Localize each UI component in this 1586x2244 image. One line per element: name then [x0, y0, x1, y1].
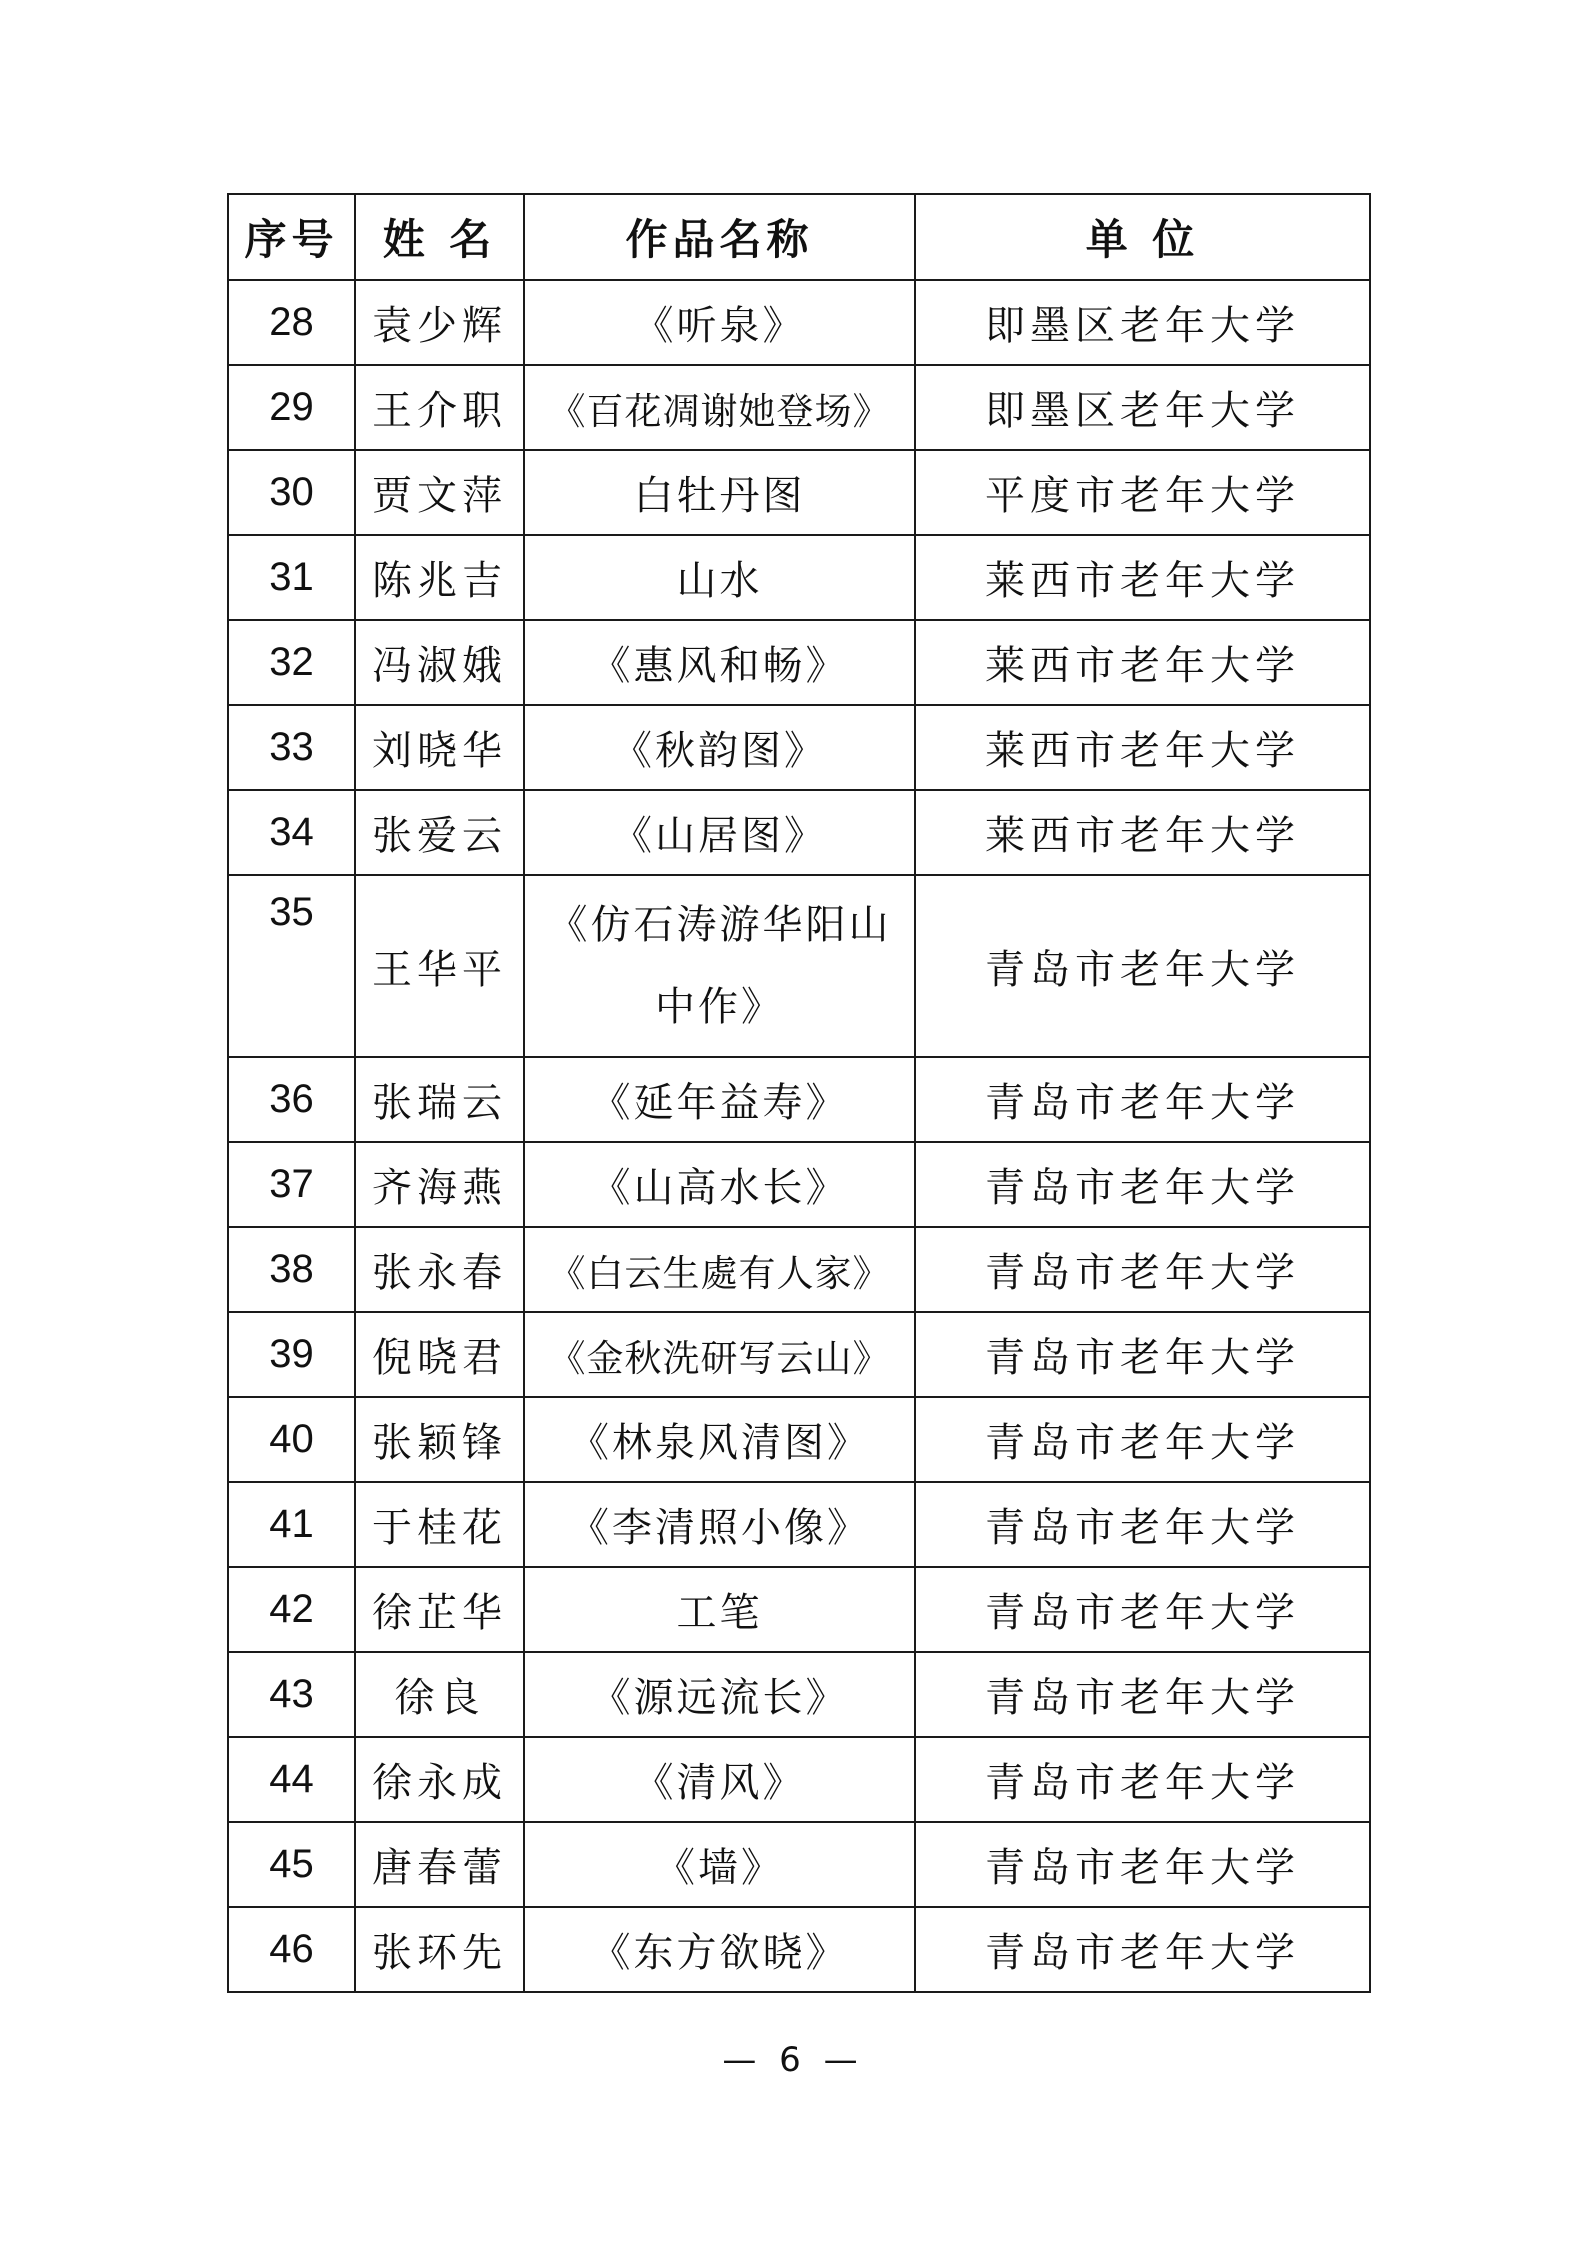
- row-work: 《听泉》: [524, 280, 915, 365]
- table-row: [228, 1567, 1370, 1652]
- table-row: [228, 1057, 1370, 1142]
- row-seq: 28: [228, 280, 355, 365]
- row-unit: 青岛市老年大学: [915, 1397, 1370, 1482]
- row-unit: 即墨区老年大学: [915, 365, 1370, 450]
- row-seq: 33: [228, 705, 355, 790]
- row-work: 《惠风和畅》: [524, 620, 915, 705]
- row-unit: 青岛市老年大学: [915, 1907, 1370, 1992]
- row-work: 《秋韵图》: [524, 705, 915, 790]
- row-seq: 35: [228, 875, 355, 1057]
- row-name: 徐永成: [355, 1737, 524, 1822]
- row-seq: 29: [228, 365, 355, 450]
- row-seq: 42: [228, 1567, 355, 1652]
- table-row: [228, 1737, 1370, 1822]
- row-seq: 31: [228, 535, 355, 620]
- table-row: [228, 790, 1370, 875]
- table-row: [228, 1482, 1370, 1567]
- header-unit: 单 位: [915, 194, 1370, 280]
- row-unit: 青岛市老年大学: [915, 1567, 1370, 1652]
- header-seq: 序号: [228, 194, 355, 280]
- row-name: 刘晓华: [355, 705, 524, 790]
- table-row: [228, 1907, 1370, 1992]
- row-name: 张瑞云: [355, 1057, 524, 1142]
- row-unit: 青岛市老年大学: [915, 1737, 1370, 1822]
- row-name: 冯淑娥: [355, 620, 524, 705]
- row-work: 白牡丹图: [524, 450, 915, 535]
- table-row: [228, 1652, 1370, 1737]
- row-unit: 青岛市老年大学: [915, 1482, 1370, 1567]
- row-seq: 44: [228, 1737, 355, 1822]
- row-work: 《白云生處有人家》: [524, 1227, 915, 1312]
- row-name: 张颖锋: [355, 1397, 524, 1482]
- row-seq: 38: [228, 1227, 355, 1312]
- row-unit: 莱西市老年大学: [915, 705, 1370, 790]
- table-row: [228, 1142, 1370, 1227]
- row-work: 《百花凋谢她登场》: [524, 365, 915, 450]
- table-row: [228, 1822, 1370, 1907]
- row-work: 《墙》: [524, 1822, 915, 1907]
- table-row: [228, 705, 1370, 790]
- row-unit: 青岛市老年大学: [915, 1227, 1370, 1312]
- row-unit: 青岛市老年大学: [915, 1652, 1370, 1737]
- row-unit: 青岛市老年大学: [915, 1057, 1370, 1142]
- row-seq: 36: [228, 1057, 355, 1142]
- row-name: 张爱云: [355, 790, 524, 875]
- row-seq: 30: [228, 450, 355, 535]
- header-work: 作品名称: [524, 194, 915, 280]
- table-row: [228, 535, 1370, 620]
- row-name: 张永春: [355, 1227, 524, 1312]
- row-name: 徐良: [355, 1652, 524, 1737]
- row-work: 《林泉风清图》: [524, 1397, 915, 1482]
- row-name: 王华平: [355, 875, 524, 1057]
- row-name: 贾文萍: [355, 450, 524, 535]
- row-seq: 41: [228, 1482, 355, 1567]
- row-seq: 39: [228, 1312, 355, 1397]
- awards-table: [227, 193, 1371, 1993]
- row-unit: 平度市老年大学: [915, 450, 1370, 535]
- table-header-row: [228, 194, 1370, 280]
- row-name: 倪晓君: [355, 1312, 524, 1397]
- row-seq: 32: [228, 620, 355, 705]
- row-name: 于桂花: [355, 1482, 524, 1567]
- row-name: 王介职: [355, 365, 524, 450]
- row-name: 唐春蕾: [355, 1822, 524, 1907]
- row-unit: 青岛市老年大学: [915, 1312, 1370, 1397]
- row-work: 《清风》: [524, 1737, 915, 1822]
- row-work: 《山居图》: [524, 790, 915, 875]
- row-work: 《仿石涛游华阳山中作》: [524, 875, 915, 1057]
- row-seq: 34: [228, 790, 355, 875]
- header-name: 姓 名: [355, 194, 524, 280]
- row-work: 《延年益寿》: [524, 1057, 915, 1142]
- row-seq: 45: [228, 1822, 355, 1907]
- row-unit: 青岛市老年大学: [915, 875, 1370, 1057]
- row-work: 《金秋洗研写云山》: [524, 1312, 915, 1397]
- row-unit: 莱西市老年大学: [915, 535, 1370, 620]
- table-row: [228, 1397, 1370, 1482]
- row-name: 袁少辉: [355, 280, 524, 365]
- row-unit: 青岛市老年大学: [915, 1822, 1370, 1907]
- row-unit: 青岛市老年大学: [915, 1142, 1370, 1227]
- table-row: [228, 365, 1370, 450]
- row-work: 《东方欲晓》: [524, 1907, 915, 1992]
- row-unit: 莱西市老年大学: [915, 620, 1370, 705]
- row-work: 山水: [524, 535, 915, 620]
- row-name: 齐海燕: [355, 1142, 524, 1227]
- table-row: [228, 280, 1370, 365]
- table-row: [228, 875, 1370, 1057]
- row-unit: 莱西市老年大学: [915, 790, 1370, 875]
- row-seq: 46: [228, 1907, 355, 1992]
- table-row: [228, 1227, 1370, 1312]
- row-unit: 即墨区老年大学: [915, 280, 1370, 365]
- row-name: 徐芷华: [355, 1567, 524, 1652]
- row-seq: 43: [228, 1652, 355, 1737]
- row-name: 陈兆吉: [355, 535, 524, 620]
- table-row: [228, 1312, 1370, 1397]
- table-row: [228, 450, 1370, 535]
- page-number: — 6 —: [722, 2040, 864, 2080]
- row-name: 张环先: [355, 1907, 524, 1992]
- row-work: 《山高水长》: [524, 1142, 915, 1227]
- row-work: 《李清照小像》: [524, 1482, 915, 1567]
- row-work: 《源远流长》: [524, 1652, 915, 1737]
- row-seq: 37: [228, 1142, 355, 1227]
- row-work: 工笔: [524, 1567, 915, 1652]
- table-row: [228, 620, 1370, 705]
- row-seq: 40: [228, 1397, 355, 1482]
